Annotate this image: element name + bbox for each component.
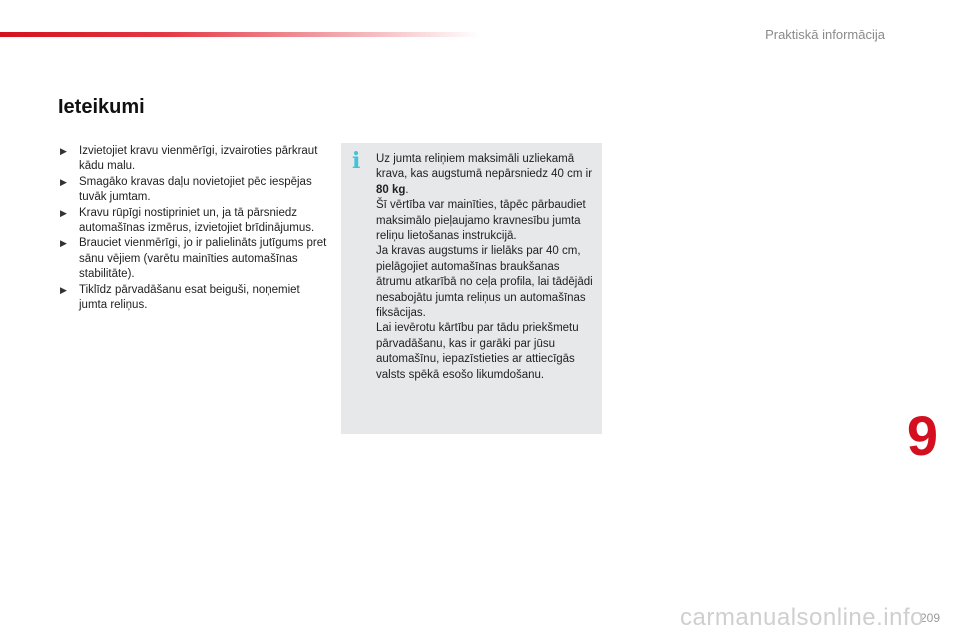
info-paragraph: Šī vērtība var mainīties, tāpēc pārbaudiet maksimālo pieļaujamo kravnesību jumta reliņu lietošanas instrukcijā. — [376, 199, 586, 243]
info-box — [341, 143, 602, 434]
list-item-text: Brauciet vienmērīgi, jo ir palielināts jutīgums pret sānu vējiem (varētu mainīties automašīnas stabilitāte). — [79, 237, 327, 281]
list-item-text: Kravu rūpīgi nostipriniet un, ja tā pārsniedz automašīnas izmērus, izvietojiet brīdinājumus. — [79, 206, 315, 235]
list-item — [60, 206, 330, 237]
list-item — [60, 236, 330, 282]
list-item — [60, 144, 330, 175]
page-number: 209 — [919, 611, 940, 625]
chapter-number: 9 — [906, 404, 938, 467]
list-item-text: Smagāko kravas daļu novietojiet pēc iespējas tuvāk jumtam. — [79, 175, 312, 204]
list-item-text: Tiklīdz pārvadāšanu esat beiguši, noņemiet jumta reliņus. — [79, 283, 300, 312]
info-paragraph: Ja kravas augstums ir lielāks par 40 cm, pielāgojiet automašīnas braukšanas ātrumu atkarībā no ceļa profila, lai tādējādi nesabojātu jumta reliņus un automašīnas fiksācijas. — [376, 245, 593, 320]
info-text — [376, 152, 598, 383]
bullet-arrow-icon: ▶ — [60, 146, 67, 156]
bullet-arrow-icon: ▶ — [60, 176, 67, 187]
section-title: Praktiskā informācija — [765, 27, 885, 42]
bullet-arrow-icon: ▶ — [60, 284, 67, 295]
page-heading: Ieteikumi — [58, 96, 145, 118]
max-load-value: 80 kg — [376, 183, 406, 196]
info-icon: i — [352, 148, 361, 174]
header-accent-bar — [0, 32, 480, 37]
bullet-arrow-icon: ▶ — [60, 238, 67, 249]
watermark: carmanualsonline.info — [680, 604, 924, 631]
bullet-arrow-icon: ▶ — [60, 207, 67, 218]
list-item — [60, 175, 330, 206]
list-item-text: Izvietojiet kravu vienmērīgi, izvairoties pārkraut kādu malu. — [79, 145, 318, 173]
info-paragraph: Uz jumta reliņiem maksimāli uzliekamā krava, kas augstumā nepārsniedz 40 cm ir 80 kg. — [376, 153, 593, 196]
list-item — [60, 283, 330, 314]
advice-list — [60, 144, 330, 313]
info-paragraph: Lai ievērotu kārtību par tādu priekšmetu pārvadāšanu, kas ir garāki par jūsu automašīnu, iepazīstieties ar attiecīgās valsts spēkā esošo likumdošanu. — [376, 322, 579, 381]
